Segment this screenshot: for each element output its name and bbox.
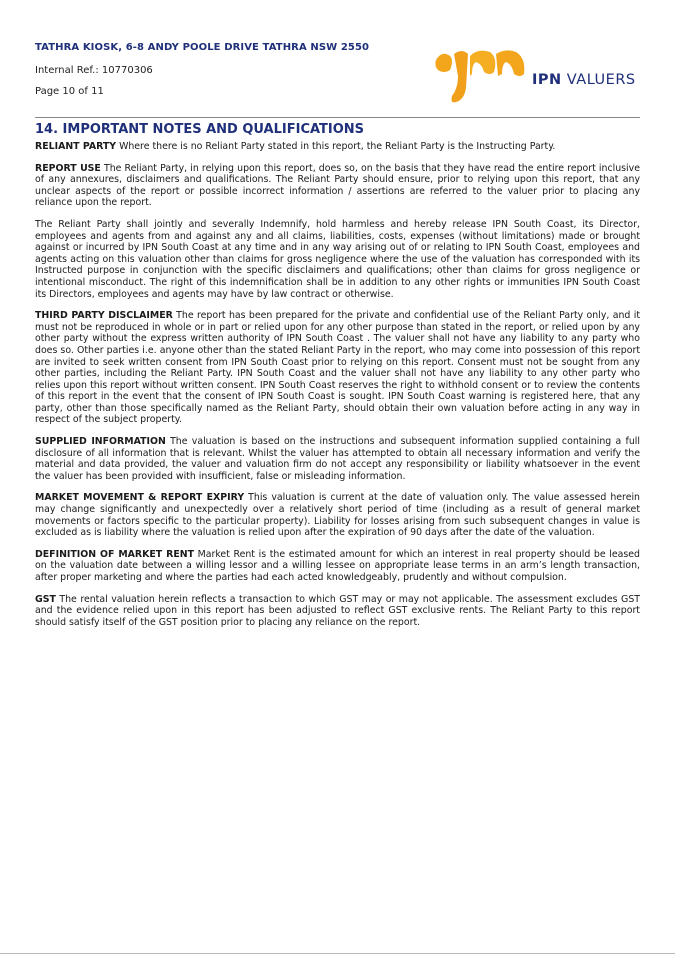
paragraph-gst: GST The rental valuation herein reflects a transaction to which GST may or may not applicable. The assessment excludes GST and the evidence relied upon in this report has been adjusted to reflect GST exclusive rents. The Reliant Party to this report should satisfy itself of the GST position prior to placing any reliance on the report. [35, 593, 640, 628]
paragraph-indemnity: The Reliant Party shall jointly and severally Indemnify, hold harmless and hereby release IPN South Coast, its Director, employees and agents from and against any and all claims, liabilities, costs, expenses (without limitations) made or brought against or incurred by IPN South Coast at any time and in any way arising out of or relating to IPN South Coast, employees and agents acting on this valuation other than claims for gross negligence where the use of the valuation has corresponded with its Instructed purpose in conjunction with the specific disclaimers and qualifications; other than claims for gross negligence or intentional misconduct. The right of this indemnification shall be in addition to any other rights or immunities IPN South Coast its Directors, employees and agents may have by law contract or otherwise. [35, 218, 640, 300]
paragraph-supplied-information: SUPPLIED INFORMATION The valuation is based on the instructions and subsequent information supplied containing a full disclosure of all information that is relevant. Whilst the valuer has attempted to obtain all necessary information and verify the material and data provided, the valuer and valuation firm do not accept any responsibility or liability whatsoever in the event the valuer has been provided with insufficient, false or misleading information. [35, 436, 640, 482]
header-divider [35, 117, 640, 118]
report-address: TATHRA KIOSK, 6-8 ANDY POOLE DRIVE TATHRA NSW 2550 [35, 42, 370, 53]
ipn-valuers-logo [432, 48, 637, 104]
page-number: Page 10 of 11 [35, 86, 104, 97]
paragraph-third-party-disclaimer: THIRD PARTY DISCLAIMER The report has been prepared for the private and confidential use of the Reliant Party only, and it must not be reproduced in whole or in part or relied upon for any other purpose than stated in the report, or relied upon by any other party without the express written authority of IPN South Coast . The valuer shall not have any liability to any party who does so. Other parties i.e. anyone other than the stated Reliant Party in the report, who may come into possession of this report are invited to seek written consent from IPN South Coast prior to relying on this report. Consent must not be sought from any other parties, including the Reliant Party. IPN South Coast and the valuer shall not have any liability to any other party who relies upon this report without written consent. IPN South Coast reserves the right to withhold consent or to review the contents of this report in the event that the consent of IPN South Coast is sought. IPN South Coast warning is registered here, that any party, other than those specifically named as the Reliant Party, should obtain their own valuation before acting in any way in respect of the subject property. [35, 310, 640, 426]
paragraph-reliant-party: RELIANT PARTY Where there is no Reliant Party stated in this report, the Reliant Party is the Instructing Party. [35, 141, 556, 152]
logo-wordmark: IPN VALUERS [532, 72, 636, 88]
notes-section [35, 122, 640, 638]
ipn-logo-mark-icon [432, 48, 532, 104]
paragraph-market-movement: MARKET MOVEMENT & REPORT EXPIRY This valuation is current at the date of valuation only. The value assessed herein may change significantly and unexpectedly over a relatively short period of time (including as a result of general market movements or factors specific to the particular property). Liability for losses arising from such subsequent changes in value is excluded as is liability where the valuation is relied upon after the expiration of 90 days after the date of the valuation. [35, 492, 641, 539]
paragraph-market-rent-definition: DEFINITION OF MARKET RENT Market Rent is the estimated amount for which an interest in real property should be leased on the valuation date between a willing lessor and a willing lessee on appropriate lease terms in an arm’s length transaction, after proper marketing and where the parties had each acted knowledgeably, prudently and without compulsion. [35, 548, 640, 583]
page-bottom-edge [0, 953, 675, 954]
internal-reference: Internal Ref.: 10770306 [35, 65, 153, 76]
paragraph-report-use: REPORT USE The Reliant Party, in relying upon this report, does so, on the basis that they have read the entire report inclusive of any annexures, disclaimers and qualifications. The Reliant Party should ensure, prior to relying upon this report, that any unclear aspects of the report or possible incorrect information / assertions are referred to the valuer prior to placing any reliance upon the report. [35, 162, 640, 209]
section-title: 14. IMPORTANT NOTES AND QUALIFICATIONS [35, 122, 365, 137]
